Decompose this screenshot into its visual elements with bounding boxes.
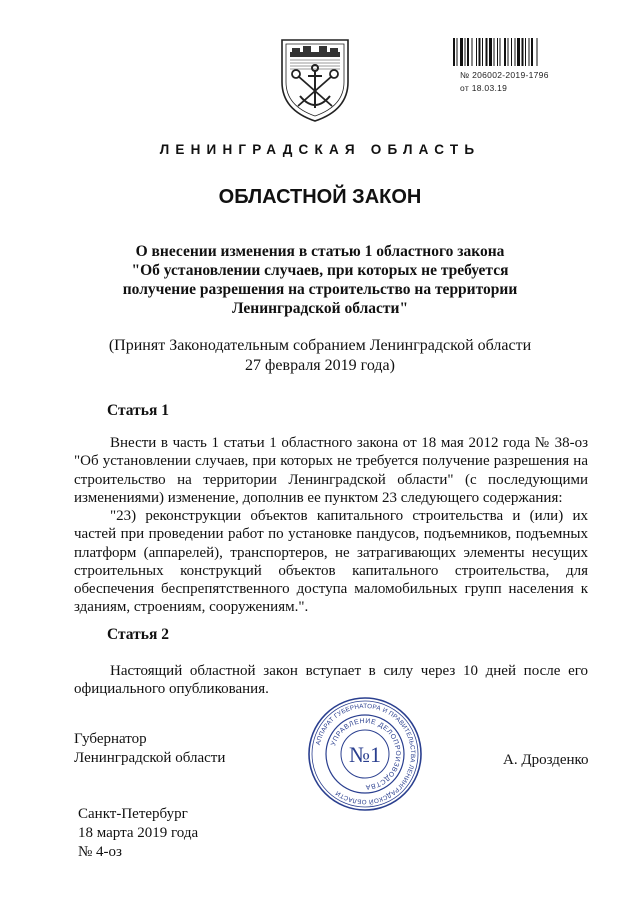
adoption-note xyxy=(90,336,550,376)
adoption-note-line: (Принят Законодательным собранием Ленинградской области xyxy=(108,337,532,354)
article-2-paragraph: Настоящий областной закон вступает в силу через 10 дней после его официального опубликования. xyxy=(74,663,588,698)
signatory-name: А. Дрозденко xyxy=(503,752,589,768)
law-title-line: получение разрешения на строительство на территории xyxy=(122,281,518,298)
adoption-note-line: 27 февраля 2019 года) xyxy=(245,357,395,374)
law-title xyxy=(110,242,530,318)
svg-text:УПРАВЛЕНИЕ ДЕЛОПРОИЗВОДСТВА: УПРАВЛЕНИЕ ДЕЛОПРОИЗВОДСТВА xyxy=(330,717,402,791)
coat-of-arms-emblem xyxy=(278,36,352,124)
law-title-line: "Об установлении случаев, при которых не требуется xyxy=(131,262,509,279)
document-footer xyxy=(78,805,198,862)
footer-date: 18 марта 2019 года xyxy=(78,825,199,841)
region-title: ЛЕНИНГРАДСКАЯ ОБЛАСТЬ xyxy=(159,142,481,157)
svg-text:№1: №1 xyxy=(349,742,381,767)
signatory-title-line: Губернатор xyxy=(74,731,147,747)
svg-text:АППАРАТ ГУБЕРНАТОРА И ПРАВИТЕЛ: АППАРАТ ГУБЕРНАТОРА И ПРАВИТЕЛЬСТВА ЛЕНИНГРАДСКОЙ ОБЛАСТИ xyxy=(314,702,417,806)
footer-city: Санкт-Петербург xyxy=(78,806,188,822)
signatory-title-line: Ленинградской области xyxy=(74,750,226,766)
article-1-paragraph: Внести в часть 1 статьи 1 областного закона от 18 мая 2012 года № 38-оз "Об установлении случаев, при которых не требуется получение разрешения на строительство на территории Ленинградской области" (с последующими изменениями) изменение, дополнив ее пунктом 23 следующего содержания: xyxy=(74,435,588,506)
registration-number: № 206002-2019-1796 xyxy=(460,70,549,80)
law-title-line: О внесении изменения в статью 1 областного закона xyxy=(135,243,505,260)
article-1-heading: Статья 1 xyxy=(107,402,169,419)
law-type-heading: ОБЛАСТНОЙ ЗАКОН xyxy=(218,186,422,208)
official-seal-stamp xyxy=(291,695,439,813)
registration-date: от 18.03.19 xyxy=(460,83,508,93)
footer-number: № 4-оз xyxy=(78,844,122,860)
article-1-paragraph: "23) реконструкции объектов капитального строительства и (или) их частей при проведении работ по установке пандусов, подъемников, подъемных платформ (аппарелей), транспортеров, не затрагивающих элементы несущих строительных конструкций объектов капитального строительства, для обеспечения беспрепятственного доступа маломобильных групп населения к зданиям, строениям, сооружениям.". xyxy=(74,508,588,616)
barcode xyxy=(452,38,580,66)
law-title-line: Ленинградской области" xyxy=(231,300,409,317)
signatory-title xyxy=(74,730,225,768)
article-2-heading: Статья 2 xyxy=(107,626,169,643)
